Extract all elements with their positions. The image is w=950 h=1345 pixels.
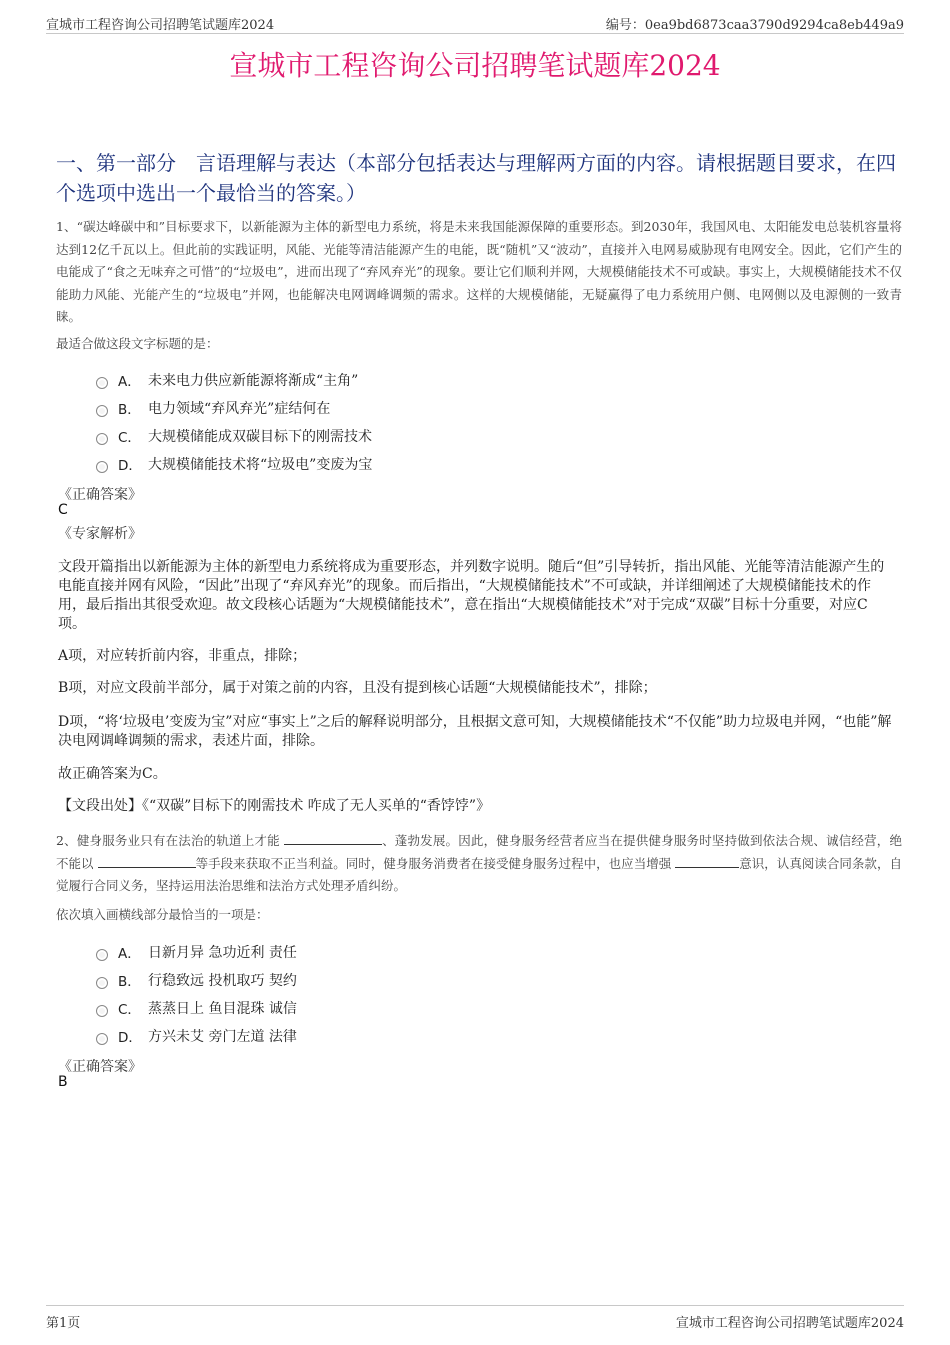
q1-analysis-d: D项，“将‘垃圾电’变废为宝”对应“事实上”之后的解释说明部分，且根据文意可知，大规模储能技术“不仅能”助力垃圾电并网，“也能”解决电网调峰调频的需求，表述片面，排除。 <box>58 714 892 749</box>
page-header <box>46 14 904 34</box>
radio-icon[interactable] <box>96 977 108 989</box>
q1-analysis-conclusion: 故正确答案为C。 <box>58 766 167 782</box>
q2-stem <box>56 830 902 898</box>
option-letter: D． <box>118 1030 142 1046</box>
option-text: 日新月异 急功近利 责任 <box>148 945 297 961</box>
header-doc-title: 宣城市工程咨询公司招聘笔试题库2024 <box>46 18 275 33</box>
radio-icon[interactable] <box>96 433 108 445</box>
footer-doc-title: 宣城市工程咨询公司招聘笔试题库2024 <box>675 1316 904 1331</box>
section-heading: 一、第一部分 言语理解与表达（本部分包括表达与理解两方面的内容。请根据题目要求，在四个选项中选出一个最恰当的答案。） <box>56 151 896 205</box>
option-letter: A． <box>118 374 141 390</box>
q1-option-b[interactable] <box>96 394 372 422</box>
q1-analysis-main: 文段开篇指出以新能源为主体的新型电力系统将成为重要形态，并列数字说明。随后“但”引导转折，指出风能、光能等清洁能源产生的电能直接并网有风险，“因此”出现了“弃风弃光”的现象。而后指出，“大规模储能技术”不可或缺，并详细阐述了大规模储能技术的作用，最后指出其很受欢迎。故文段核心话题为“大规模储能技术”，意在指出“大规模储能技术”对于完成“双碳”目标十分重要，对应C项。 <box>58 559 885 632</box>
q2-stem-part: 意识，认真阅读合同条款，自觉履行合同义务，坚持运用法治思维和法治方式处理矛盾纠纷。 <box>56 855 902 893</box>
radio-icon[interactable] <box>96 405 108 417</box>
radio-icon[interactable] <box>96 1033 108 1045</box>
q1-analysis-b: B项，对应文段前半部分，属于对策之前的内容，且没有提到核心话题“大规模储能技术”，排除； <box>58 680 657 696</box>
q2-stem-part: 、蓬勃发展。因此，健身服务经营者应当在提供健身服务时坚持做到依法合规、诚信经营，绝不能以 <box>56 833 902 871</box>
option-letter: B． <box>118 402 141 418</box>
option-letter: C． <box>118 430 141 446</box>
q1-prompt: 最适合做这段文字标题的是： <box>56 336 219 351</box>
blank-1 <box>284 832 382 845</box>
option-letter: B． <box>118 974 141 990</box>
q2-option-b[interactable] <box>96 966 297 994</box>
q2-answer-label: 《正确答案》 <box>58 1059 142 1075</box>
q1-option-a[interactable] <box>96 366 372 394</box>
q2-option-a[interactable] <box>96 938 297 966</box>
q1-options <box>96 366 372 478</box>
header-doc-id: 编号：0ea9bd6873caa3790d9294ca8eb449a9 <box>605 18 904 33</box>
option-text: 大规模储能成双碳目标下的刚需技术 <box>148 429 372 445</box>
q1-analysis-label: 《专家解析》 <box>58 526 142 542</box>
q1-answer: C <box>58 502 68 518</box>
q2-answer: B <box>58 1074 68 1090</box>
q1-source: 【文段出处】《“双碳”目标下的刚需技术 咋成了无人买单的“香饽饽”》 <box>58 798 491 814</box>
q2-options <box>96 938 297 1050</box>
option-text: 大规模储能技术将“垃圾电”变废为宝 <box>148 457 373 473</box>
option-text: 方兴未艾 旁门左道 法律 <box>148 1029 297 1045</box>
option-letter: D． <box>118 458 142 474</box>
blank-2 <box>98 855 196 868</box>
q1-analysis-a: A项，对应转折前内容，非重点，排除； <box>58 648 307 664</box>
option-text: 未来电力供应新能源将渐成“主角” <box>148 373 359 389</box>
radio-icon[interactable] <box>96 1005 108 1017</box>
q2-option-d[interactable] <box>96 1022 297 1050</box>
option-letter: A． <box>118 946 141 962</box>
radio-icon[interactable] <box>96 949 108 961</box>
option-letter: C． <box>118 1002 141 1018</box>
page-footer <box>46 1312 904 1332</box>
q1-option-c[interactable] <box>96 422 372 450</box>
q2-stem-part: 2、健身服务业只有在法治的轨道上才能 <box>56 833 284 848</box>
header-divider <box>46 33 904 34</box>
q1-option-d[interactable] <box>96 450 372 478</box>
radio-icon[interactable] <box>96 377 108 389</box>
q1-stem: 1、“碳达峰碳中和”目标要求下，以新能源为主体的新型电力系统，将是未来我国能源保障的重要形态。到2030年，我国风电、太阳能发电总装机容量将达到12亿千瓦以上。但此前的实践证明，风能、光能等清洁能源产生的电能，既“随机”又“波动”，直接并入电网易威胁现有电网安全。因此，它们产生的电能成了“食之无味弃之可惜”的“垃圾电”，进而出现了“弃风弃光”的现象。要让它们顺利并网，大规模储能技术不可或缺。事实上，大规模储能技术不仅能助力风能、光能产生的“垃圾电”并网，也能解决电网调峰调频的需求。这样的大规模储能，无疑赢得了电力系统用户侧、电网侧以及电源侧的一致青睐。 <box>56 219 902 324</box>
page-number: 第1页 <box>46 1316 81 1331</box>
radio-icon[interactable] <box>96 461 108 473</box>
q2-option-c[interactable] <box>96 994 297 1022</box>
q1-answer-label: 《正确答案》 <box>58 487 142 503</box>
q2-stem-part: 等手段来获取不正当利益。同时，健身服务消费者在接受健身服务过程中，也应当增强 <box>195 855 676 871</box>
option-text: 行稳致远 投机取巧 契约 <box>148 973 297 989</box>
option-text: 电力领域“弃风弃光”症结何在 <box>148 401 331 417</box>
footer-divider <box>46 1305 904 1306</box>
q2-prompt: 依次填入画横线部分最恰当的一项是： <box>56 907 269 922</box>
option-text: 蒸蒸日上 鱼目混珠 诚信 <box>148 1001 297 1017</box>
page-title: 宣城市工程咨询公司招聘笔试题库2024 <box>229 49 721 82</box>
blank-3 <box>675 855 739 868</box>
